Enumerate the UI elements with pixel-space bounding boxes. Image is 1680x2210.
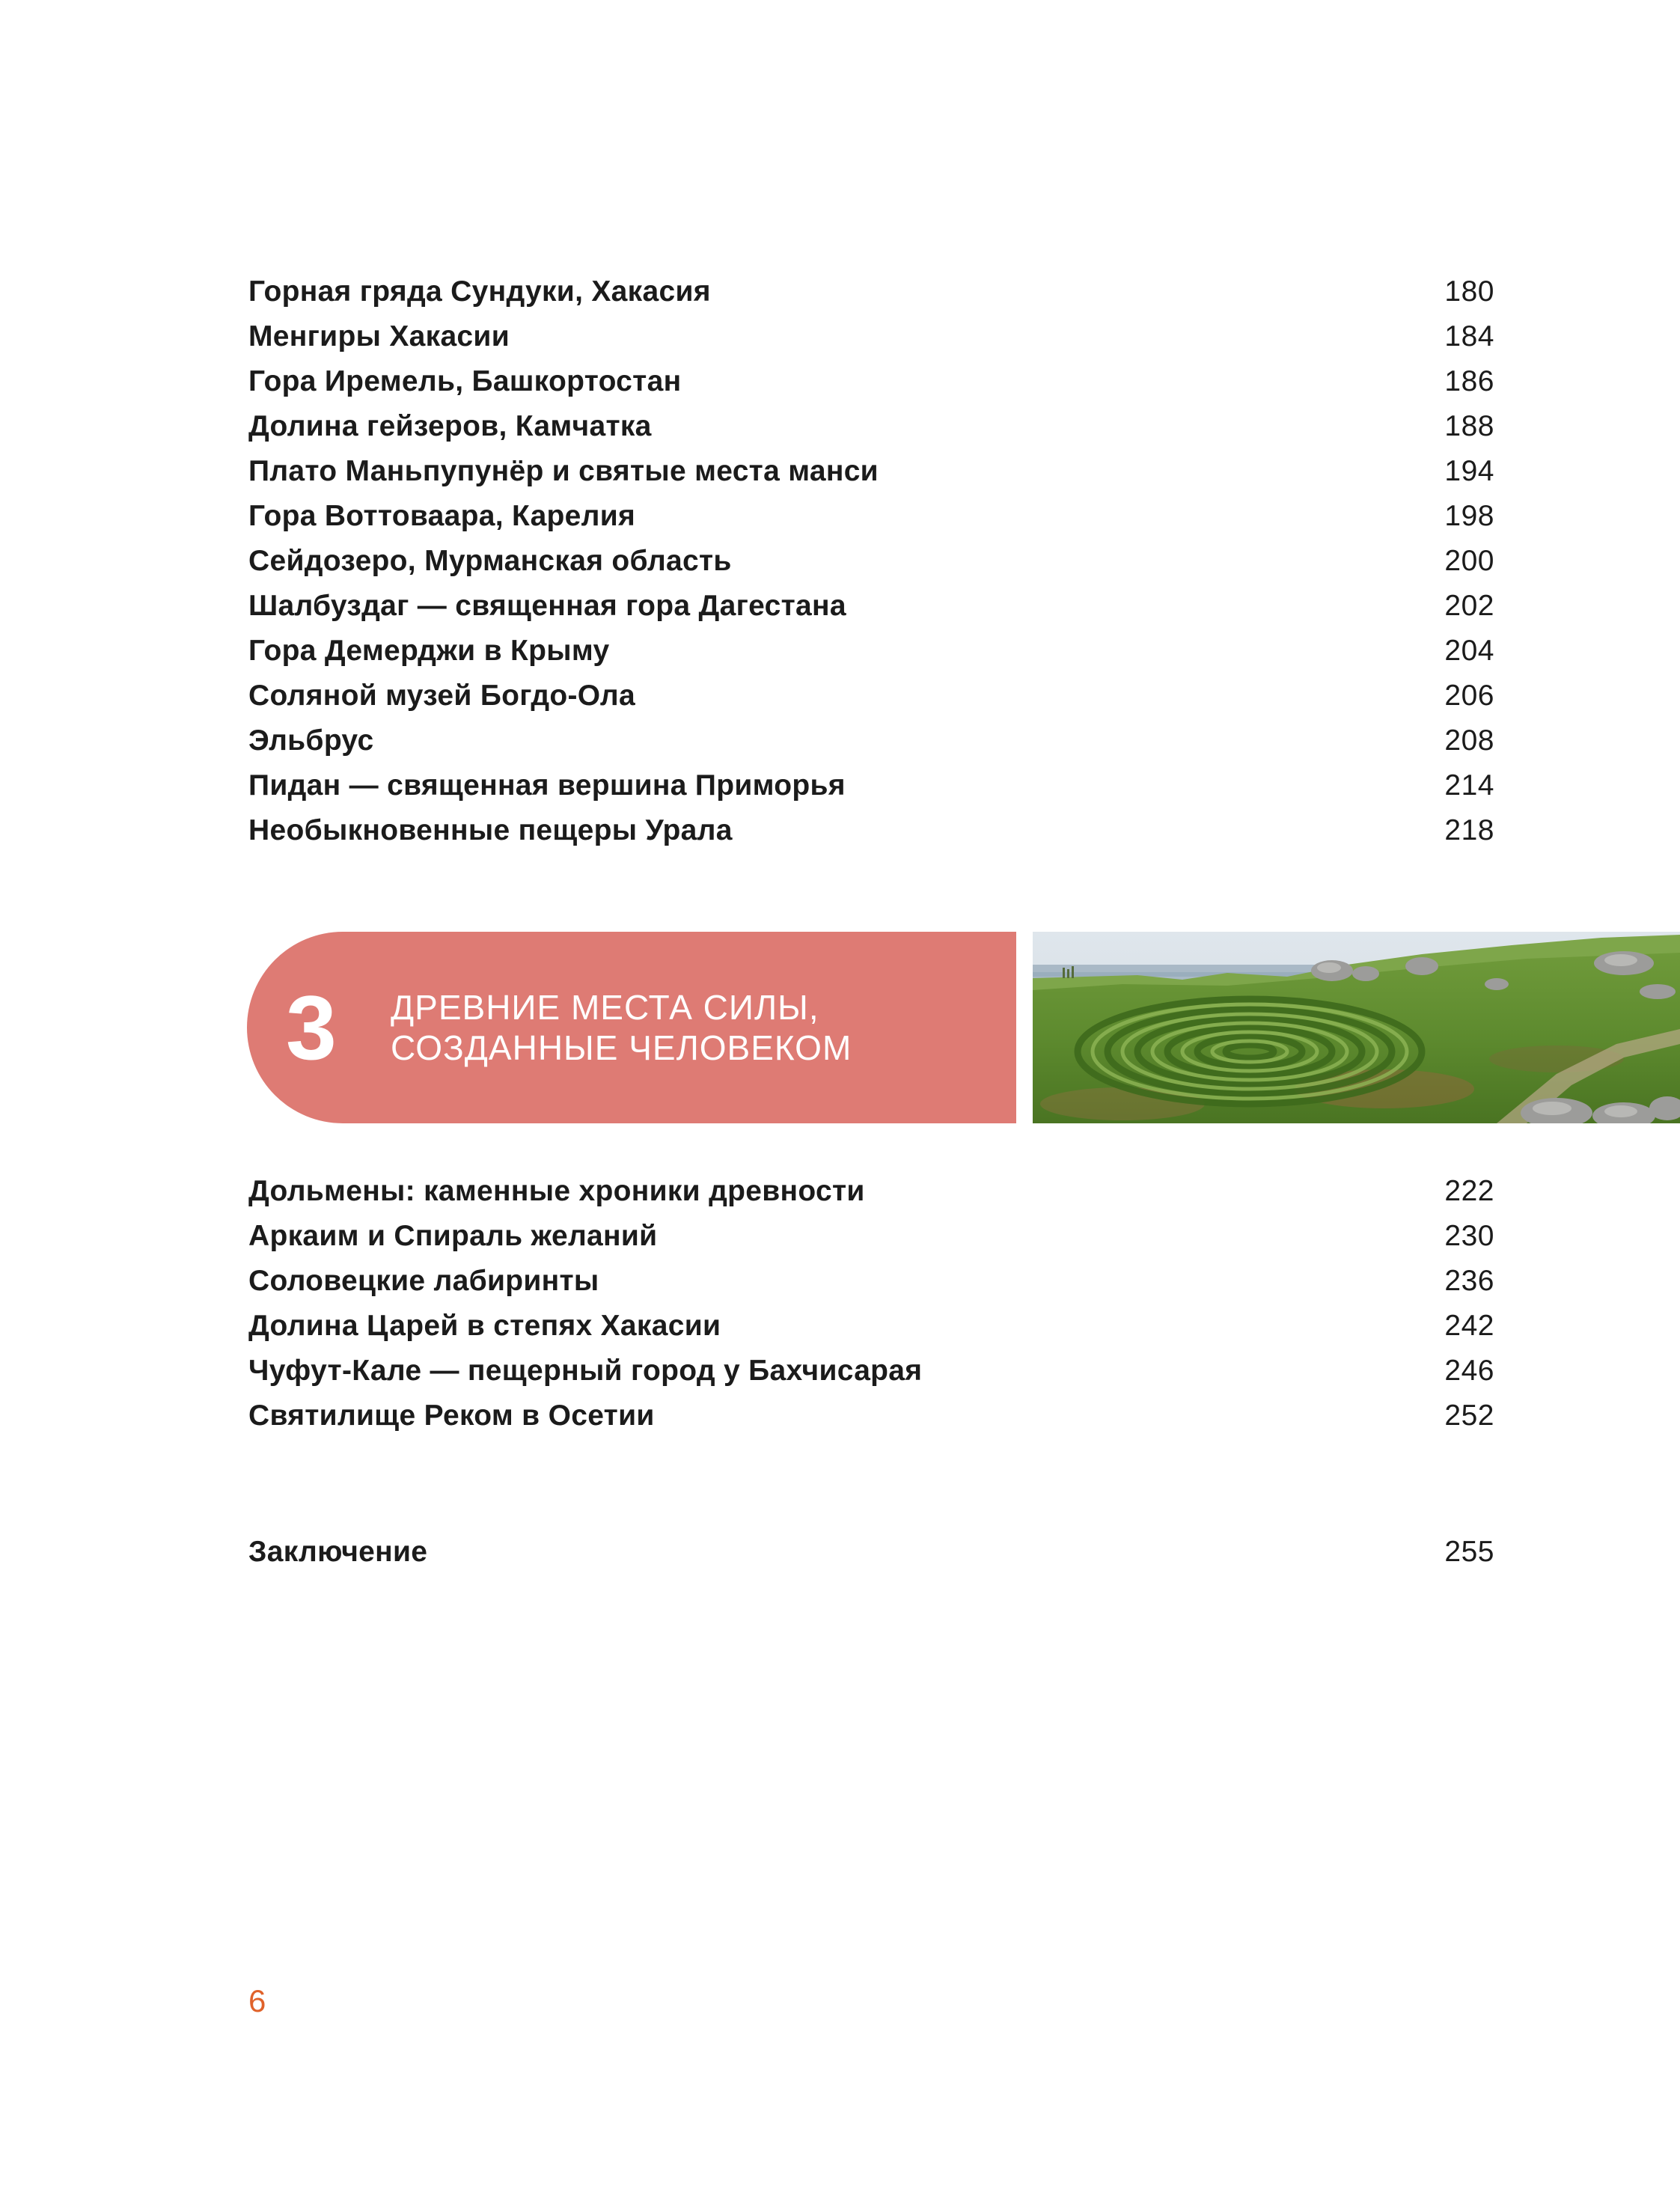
chapter-title-line-1: ДРЕВНИЕ МЕСТА СИЛЫ,	[391, 988, 819, 1027]
toc-entry-page: 202	[1444, 590, 1494, 622]
toc-entry-page: 180	[1444, 275, 1494, 308]
toc-entry[interactable]	[248, 314, 1494, 359]
toc-entry[interactable]	[248, 808, 1494, 853]
toc-entry-title: Долина гейзеров, Камчатка	[248, 410, 652, 442]
toc-entry-title: Святилище Реком в Осетии	[248, 1399, 655, 1432]
toc-entry-page: 184	[1444, 320, 1494, 352]
toc-entry[interactable]	[248, 404, 1494, 449]
toc-entry[interactable]	[248, 584, 1494, 629]
chapter-3-banner[interactable]	[247, 932, 1016, 1123]
toc-entry-page: 204	[1444, 635, 1494, 667]
chapter-number: 3	[286, 977, 337, 1078]
toc-list-conclusion	[248, 1530, 1494, 1575]
toc-entry-page: 222	[1444, 1175, 1494, 1207]
toc-entry-page: 252	[1444, 1399, 1494, 1432]
toc-entry-title: Аркаим и Спираль желаний	[248, 1220, 658, 1252]
toc-entry-page: 200	[1444, 545, 1494, 577]
toc-entry-page: 218	[1444, 814, 1494, 846]
toc-entry-title: Пидан — священная вершина Приморья	[248, 769, 846, 802]
toc-entry[interactable]	[248, 629, 1494, 674]
toc-entry-title: Соляной музей Богдо-Ола	[248, 680, 635, 712]
toc-entry[interactable]	[248, 1394, 1494, 1438]
toc-entry-title: Дольмены: каменные хроники древности	[248, 1175, 865, 1207]
toc-entry-title: Сейдозеро, Мурманская область	[248, 545, 732, 577]
chapter-title-line-2: СОЗДАННЫЕ ЧЕЛОВЕКОМ	[391, 1028, 852, 1067]
toc-entry-title: Необыкновенные пещеры Урала	[248, 814, 733, 846]
toc-list-chapter2-tail	[248, 269, 1494, 853]
toc-entry[interactable]	[248, 269, 1494, 314]
toc-entry-title: Эльбрус	[248, 724, 374, 757]
toc-entry-page: 230	[1444, 1220, 1494, 1252]
toc-entry-page: 246	[1444, 1355, 1494, 1387]
toc-entry[interactable]	[248, 449, 1494, 494]
toc-entry-page: 188	[1444, 410, 1494, 442]
toc-entry-title: Шалбуздаг — священная гора Дагестана	[248, 590, 846, 622]
toc-entry-page: 186	[1444, 365, 1494, 397]
toc-entry[interactable]	[248, 1259, 1494, 1304]
toc-list-chapter3	[248, 1169, 1494, 1438]
toc-entry-title: Гора Демерджи в Крыму	[248, 635, 610, 667]
toc-entry[interactable]	[248, 718, 1494, 763]
page-number: 6	[248, 1983, 266, 2018]
toc-entry[interactable]	[248, 763, 1494, 808]
toc-entry-title: Гора Иремель, Башкортостан	[248, 365, 682, 397]
toc-entry-conclusion[interactable]	[248, 1530, 1494, 1575]
toc-entry[interactable]	[248, 359, 1494, 404]
toc-entry-title: Плато Маньпупунёр и святые места манси	[248, 455, 879, 487]
labyrinth-landscape-photo	[1033, 932, 1680, 1123]
toc-entry-page: 242	[1444, 1310, 1494, 1342]
toc-entry-page: 206	[1444, 680, 1494, 712]
toc-entry-title: Заключение	[248, 1536, 428, 1568]
toc-entry-page: 214	[1444, 769, 1494, 802]
toc-entry-page: 255	[1444, 1536, 1494, 1568]
toc-entry-title: Долина Царей в степях Хакасии	[248, 1310, 721, 1342]
toc-entry[interactable]	[248, 539, 1494, 584]
toc-entry-page: 236	[1444, 1265, 1494, 1297]
toc-entry[interactable]	[248, 494, 1494, 539]
toc-entry-title: Горная гряда Сундуки, Хакасия	[248, 275, 711, 308]
toc-entry[interactable]	[248, 1349, 1494, 1394]
toc-entry[interactable]	[248, 674, 1494, 718]
toc-entry-title: Чуфут-Кале — пещерный город у Бахчисарая	[248, 1355, 923, 1387]
toc-entry-title: Гора Воттоваара, Карелия	[248, 500, 636, 532]
toc-entry[interactable]	[248, 1214, 1494, 1259]
chapter-title	[391, 987, 852, 1068]
toc-entry-page: 194	[1444, 455, 1494, 487]
toc-entry-title: Соловецкие лабиринты	[248, 1265, 599, 1297]
toc-entry[interactable]	[248, 1169, 1494, 1214]
toc-entry[interactable]	[248, 1304, 1494, 1349]
toc-entry-page: 208	[1444, 724, 1494, 757]
toc-entry-title: Менгиры Хакасии	[248, 320, 510, 352]
toc-entry-page: 198	[1444, 500, 1494, 532]
